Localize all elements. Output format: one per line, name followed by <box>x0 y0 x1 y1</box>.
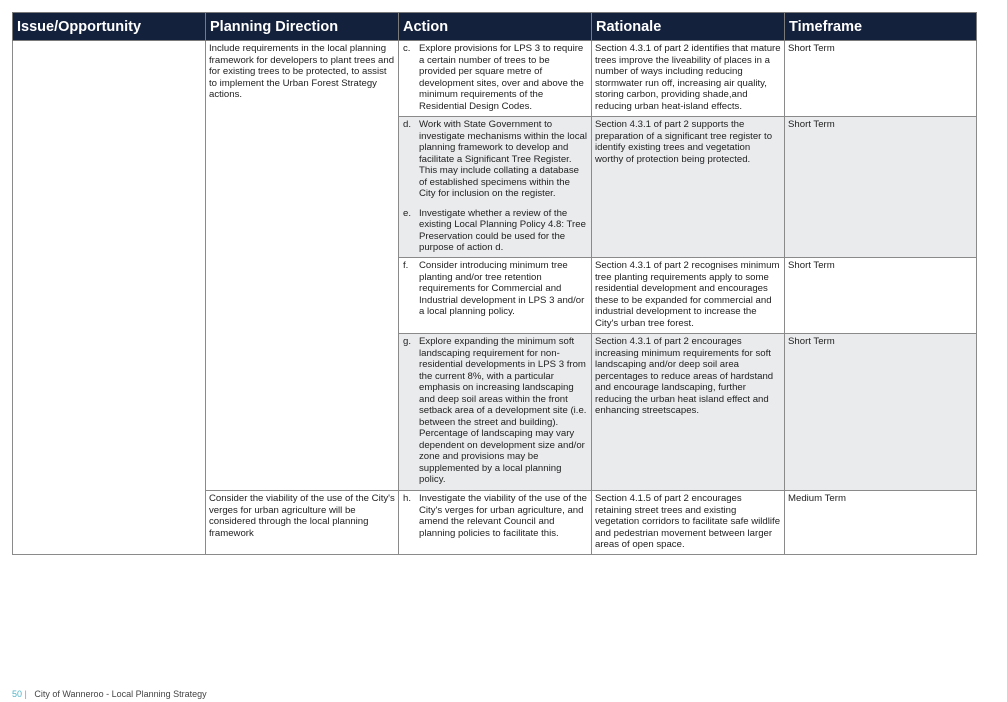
planning-direction-cell: Consider the viability of the use of the City's verges for urban agriculture will be considered through the local planning framework <box>206 491 399 555</box>
header-timeframe: Timeframe <box>785 13 977 41</box>
action-item <box>402 43 588 112</box>
header-action: Action <box>399 13 592 41</box>
action-cell <box>399 491 592 555</box>
timeframe-cell: Short Term <box>785 334 977 491</box>
action-cell <box>399 117 592 258</box>
action-cell <box>399 258 592 334</box>
action-text: Consider introducing minimum tree planting and/or tree retention requirements for Commercial and Industrial development in LPS 3 and/or a local planning policy. <box>419 260 585 317</box>
header-planning-direction: Planning Direction <box>206 13 399 41</box>
table-header-row <box>13 13 977 41</box>
action-text: Explore expanding the minimum soft landscaping requirement for non-residential developments in LPS 3 from the current 8%, with a particular emphasis on increasing landscaping and deep soil areas within the front setback area of a development site (i.e. between the street and building). Percentage of landscaping may vary dependent on development size and/or zone and provisions may be supplemented by a local planning policy. <box>419 336 587 485</box>
header-rationale: Rationale <box>592 13 785 41</box>
page-footer <box>12 689 207 699</box>
timeframe-cell: Short Term <box>785 258 977 334</box>
action-text: Explore provisions for LPS 3 to require a certain number of trees to be provided per square metre of development sites, over and above the minimum requirements of the Residential Design Codes. <box>419 43 584 112</box>
action-item <box>402 208 588 254</box>
action-item <box>402 119 588 200</box>
timeframe-cell: Short Term <box>785 41 977 117</box>
rationale-cell: Section 4.3.1 of part 2 encourages increasing minimum requirements for soft landscaping and/or deep soil area percentages to reduce areas of hardstand and encourage landscaping, further reducing the urban heat island effect and enhancing streetscapes. <box>592 334 785 491</box>
action-cell <box>399 334 592 491</box>
action-letter: e. <box>403 207 412 219</box>
action-cell <box>399 41 592 117</box>
action-text: Investigate whether a review of the existing Local Planning Policy 4.8: Tree Preservation could be used for the purpose of action d. <box>419 207 586 253</box>
header-issue: Issue/Opportunity <box>13 13 206 41</box>
rationale-cell: Section 4.1.5 of part 2 encourages retaining street trees and existing vegetation corridors to facilitate safe wildlife and pedestrian movement between larger areas of open space. <box>592 491 785 555</box>
action-item <box>402 493 588 539</box>
action-item <box>402 336 588 486</box>
action-letter: f. <box>403 260 409 271</box>
page-number: 50 | <box>12 689 27 699</box>
timeframe-cell: Medium Term <box>785 491 977 555</box>
planning-table <box>12 12 977 555</box>
document-title: City of Wanneroo - Local Planning Strategy <box>34 689 207 699</box>
rationale-cell: Section 4.3.1 of part 2 identifies that mature trees improve the liveability of places in a number of ways including reducing stormwater run off, increasing air quality, storing carbon, providing shade,and reducing urban heat-island effects. <box>592 41 785 117</box>
action-text: Investigate the viability of the use of the City's verges for urban agriculture, and amend the relevant Council and planning policies to facilitate this. <box>419 493 587 539</box>
action-text: Work with State Government to investigate mechanisms within the local planning framework to develop and facilitate a Significant Tree Register. This may include collating a database of established specimens within the City for inclusion on the register. <box>419 119 587 199</box>
action-item <box>402 260 588 318</box>
action-letter: d. <box>403 119 412 130</box>
table-row <box>13 41 977 117</box>
rationale-cell: Section 4.3.1 of part 2 recognises minimum tree planting requirements apply to some residential development and encourages these to be expanded for commercial and industrial development to increase the City's urban tree forest. <box>592 258 785 334</box>
planning-direction-cell: Include requirements in the local planning framework for developers to plant trees and for existing trees to be protected, to assist to implement the Urban Forest Strategy actions. <box>206 41 399 491</box>
issue-cell <box>13 41 206 555</box>
timeframe-cell: Short Term <box>785 117 977 258</box>
rationale-cell: Section 4.3.1 of part 2 supports the preparation of a significant tree register to identify existing trees and vegetation worthy of protection being protected. <box>592 117 785 258</box>
action-letter: h. <box>403 493 412 504</box>
action-letter: c. <box>403 43 411 54</box>
action-letter: g. <box>403 336 412 347</box>
